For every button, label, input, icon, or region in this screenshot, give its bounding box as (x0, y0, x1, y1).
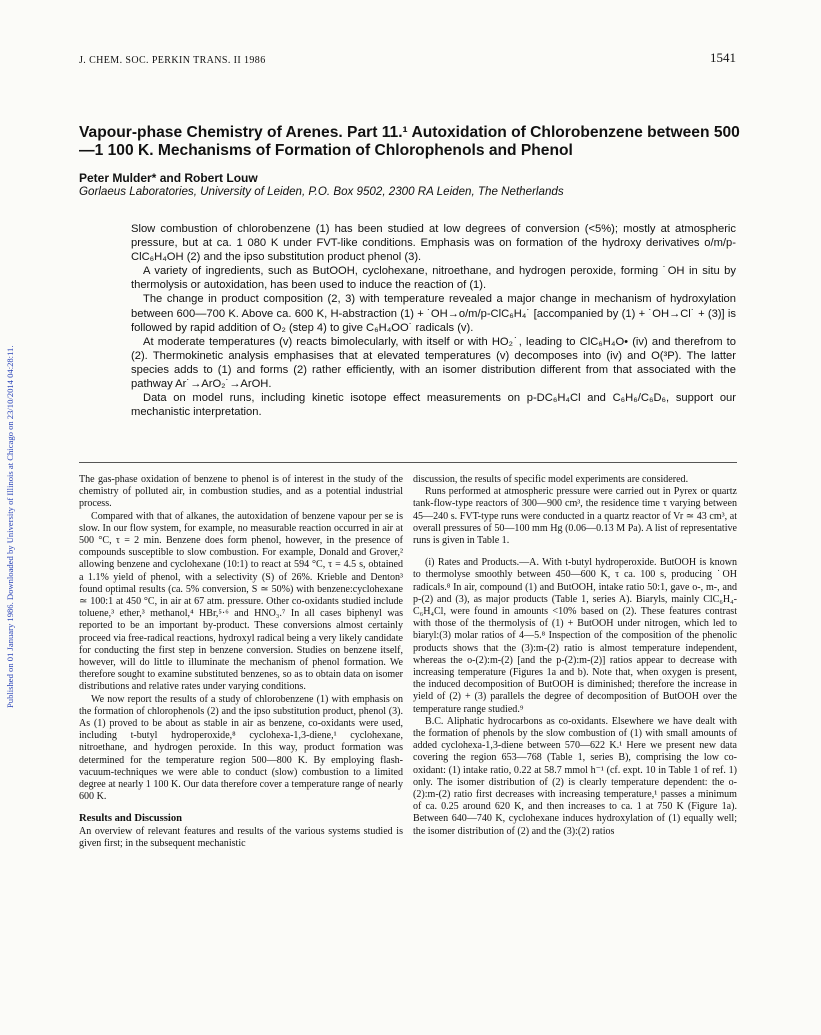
page-number: 1541 (710, 50, 736, 65)
authors: Peter Mulder* and Robert Louw (79, 171, 258, 185)
body-paragraph: The gas-phase oxidation of benzene to phenol is of interest in the study of the chemistry of polluted air, in combustion studies, and as a potential industrial process. (79, 474, 403, 510)
body-paragraph: Runs performed at atmospheric pressure were carried out in Pyrex or quartz tank-flow-type reactors of 300—900 cm³, the residence time τ varying between 45—240 s. FVT-type runs were conducted in a quartz reactor of Vr ≃ 43 cm³, at overall pressures of 50—100 mm Hg (0.06—0.13 M Pa). A list of representative runs is given in Table 1. (413, 486, 737, 547)
body-paragraph: discussion, the results of specific model experiments are considered. (413, 474, 689, 485)
section-divider (79, 462, 737, 463)
abstract (131, 222, 736, 419)
abstract-paragraph: Slow combustion of chlorobenzene (1) has been studied at low degrees of conversion (<5%); mostly at atmospheric pressure, but at ca. 1 080 K under FVT-like conditions. Emphasis was on formation of the hydroxy derivatives o/m/p-ClC₆H₄OH (2) and the ipso substitution product phenol (3). (131, 223, 736, 264)
download-provenance-note: Published on 01 January 1986. Downloaded by University of Illinois at Chicago on 23/10/2014 04:28:11. (5, 345, 15, 708)
abstract-paragraph: Data on model runs, including kinetic isotope effect measurements on p-DC₆H₄Cl and C₆H₆/C₆D₆, support our mechanistic interpretation. (131, 392, 736, 419)
section-heading: Results and Discussion (79, 813, 183, 825)
abstract-paragraph: At moderate temperatures (v) reacts bimolecularly, with itself or with HO₂˙, leading to ClC₆H₄O• (iv) and therefrom to (2). Thermokinetic analysis emphasises that at elevated temperatures (v) decomposes into (iv) and O(³P). The latter species adds to (1) and forms (2) rather efficiently, with an isomer distribution different from that associated with the pathway Ar˙→ArO₂˙→ArOH. (131, 335, 736, 391)
body-column-left (79, 474, 403, 850)
body-paragraph: We now report the results of a study of chlorobenzene (1) with emphasis on the formation of chlorophenols (2) and the ipso substitution product, phenol (3). As (1) proved to be about as stable in air as benzene, co-oxidants were used, including t-butyl hydroperoxide,⁸ cyclohexa-1,3-diene,¹ cyclohexane, nitroethane, and hydrogen peroxide. In this way, product formation was determined for the temperature region 500—800 K. By employing flash-vacuum-techniques we were able to conduct (slow) combustion to a limited degree at nearly 1 100 K. Our data therefore cover a temperature range of nearly 600 K. (79, 693, 403, 803)
body-paragraph: Compared with that of alkanes, the autoxidation of benzene vapour per se is slow. In our flow system, for example, no measurable reaction occurred in air at 500 °C, τ = 2 min. Benzene does form phenol, however, in the presence of compounds susceptible to slow combustion. For example, Donald and Grover,² allowing benzene and cyclohexane (10:1) to react at 594 °C, τ = 4.5 s, obtained a 1.1% yield of phenol, with a selectivity (S) of 26%. Krieble and Denton³ found optimal results (ca. 5% conversion, S ≃ 50%) with benzene:cyclohexane ≃ 100:1 at 450 °C, in air at 67 atm. pressure. Other co-oxidants studied include toluene,³ ether,³ methanol,⁴ HBr,⁵·⁶ and HNO₃.⁷ In all cases biphenyl was reported to be an important by-product. These conversions almost certainly proceed via free-radical reactions, hydroxyl radical being a very likely candidate for conducting the first step in benzene conversion. Studies on benzene itself, however, will do little to illuminate the mechanism of phenol formation. We therefore sought to examine substituted benzenes, so as to obtain data on isomer distributions and relative rates under varying conditions. (79, 510, 403, 693)
affiliation: Gorlaeus Laboratories, University of Leiden, P.O. Box 9502, 2300 RA Leiden, The Netherlands (79, 185, 564, 198)
article-title: Vapour-phase Chemistry of Arenes. Part 11.¹ Autoxidation of Chlorobenzene between 500—1 100 K. Mechanisms of Formation of Chlorophenols and Phenol (79, 124, 740, 159)
abstract-paragraph: The change in product composition (2, 3) with temperature revealed a major change in mechanism of hydroxylation between 600—700 K. Above ca. 600 K, H-abstraction (1) + ˙OH→o/m/p-ClC₆H₄˙ [accompanied by (1) + ˙OH→Cl˙ + (3)] is followed by rapid addition of O₂ (step 4) to give C₆H₄OO˙ radicals (v). (131, 293, 736, 334)
journal-header: J. CHEM. SOC. PERKIN TRANS. II 1986 (79, 55, 266, 66)
body-paragraph: B.C. Aliphatic hydrocarbons as co-oxidants. Elsewhere we have dealt with the formation of phenols by the slow combustion of (1) with small amounts of added cyclohexa-1,3-diene between 570—622 K.¹ Here we present new data covering the region 653—768 (Table 1, series B), comprising the low co-oxidant: (1) intake ratio, 0.22 at 58.7 mmol h⁻¹ (cf. expt. 10 in Table 1 of ref. 1) only. The isomer distribution of (2) is clearly temperature dependent: the o-(2):m-(2) ratio first decreases with increasing temperature,¹ passes a minimum of ca. 0.25 around 620 K, and then increases to ca. 1 at 750 K (Figure 1a). Between 640—740 K, cyclohexane induces hydroxylation of (1) equally well; the isomer distribution of (2) and the (3):(2) ratios (413, 715, 737, 837)
body-column-right (413, 474, 737, 838)
abstract-paragraph: A variety of ingredients, such as ButOOH, cyclohexane, nitroethane, and hydrogen peroxide, forming ˙OH in situ by thermolysis or autoxidation, has been used to induce the reaction of (1). (131, 265, 736, 292)
body-paragraph: An overview of relevant features and results of the various systems studied is given first; in the subsequent mechanistic (79, 825, 403, 849)
body-paragraph: (i) Rates and Products.—A. With t-butyl hydroperoxide. ButOOH is known to thermolyse smoothly between 450—600 K, τ ca. 100 s, producing ˙OH radicals.⁸ In air, compound (1) and ButOOH, intake ratio 50:1, gave o-, m-, and p-(2) and (3), as major products (Table 1, series A). Biaryls, mainly ClC₆H₄-C₆H₄Cl, were found in amounts <10% based on (2). These features contrast with those of the thermolysis of (1) + ButOOH under nitrogen, which led to biaryl:(3) molar ratios of 4—5.⁸ Inspection of the composition of the phenolic products shows that the (3):m-(2) ratio is almost temperature independent, whereas the o-(2):m-(2) [and the p-(2):m-(2)] ratios appear to decrease with increasing temperature (Figures 1a and b). Note that, when oxygen is present, the induced decomposition of ButOOH is diminished; therefore the increase in yield of (2) + (3) parallels the degree of decomposition of ButOOH over the temperature range studied.⁹ (413, 557, 737, 715)
